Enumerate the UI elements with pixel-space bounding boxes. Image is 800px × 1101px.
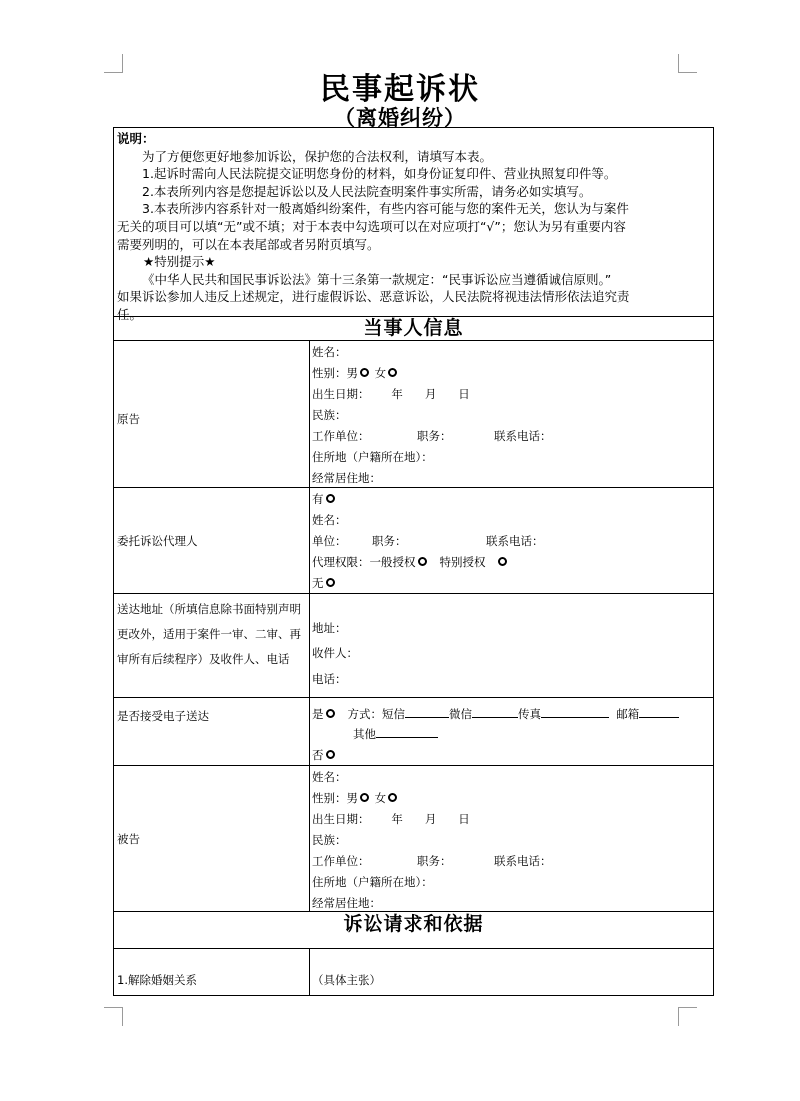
plaintiff-birth-field[interactable]: 出生日期： 年 月 日 (312, 387, 470, 401)
electronic-no-option[interactable] (312, 745, 337, 765)
plaintiff-row (114, 341, 713, 488)
radio-agent-no[interactable] (326, 578, 335, 587)
plaintiff-residence-field[interactable]: 经常居住地： (312, 471, 381, 485)
service-phone-field[interactable]: 电话： (312, 672, 347, 686)
agent-yes-label: 有 (312, 492, 324, 506)
defendant-work-field[interactable] (312, 851, 552, 871)
radio-general-auth[interactable] (418, 557, 427, 566)
authority-label: 代理权限：一般授权 (312, 555, 416, 569)
claim-1-label: 1.解除婚姻关系 (117, 973, 197, 987)
email-blank[interactable] (639, 705, 679, 718)
claim-1-field[interactable]: （具体主张） (312, 973, 381, 987)
defendant-female-label: 女 (374, 791, 387, 805)
instructions-intro: 为了方便您更好地参加诉讼，保护您的合法权利，请填写本表。 (142, 148, 493, 164)
other-blank[interactable] (376, 725, 438, 738)
defendant-label: 被告 (117, 832, 140, 846)
radio-defendant-female[interactable] (388, 793, 397, 802)
position-label: 职务： (417, 429, 452, 443)
radio-defendant-male[interactable] (360, 793, 369, 802)
defendant-birth-field[interactable]: 出生日期： 年 月 日 (312, 812, 470, 826)
instructions-item-3-end: 需要列明的，可以在本表尾部或者另附页填写。 (117, 236, 380, 252)
fax-blank[interactable] (541, 705, 609, 718)
agent-unit-field[interactable] (312, 531, 544, 551)
radio-electronic-no[interactable] (326, 750, 335, 759)
parties-section-header (114, 317, 713, 341)
law-warning-end: 任。 (117, 306, 143, 322)
service-address-row (114, 594, 713, 698)
instructions-item-1: 1.起诉时需向人民法院提交证明您身份的材料，如身份证复印件、营业执照复印件等。 (142, 166, 617, 182)
electronic-service-row (114, 698, 713, 766)
service-recipient-field[interactable]: 收件人： (312, 646, 358, 660)
document-subtitle: （离婚纠纷） (334, 106, 466, 130)
defendant-position-label: 职务： (417, 854, 452, 868)
agent-name-field[interactable]: 姓名： (312, 513, 347, 527)
electronic-service-label: 是否接受电子送达 (117, 709, 209, 723)
plaintiff-name-field[interactable]: 姓名： (312, 345, 347, 359)
radio-male[interactable] (360, 368, 369, 377)
work-unit-label: 工作单位： (312, 429, 370, 443)
claims-section-title: 诉讼请求和依据 (343, 913, 484, 935)
sms-blank[interactable] (405, 705, 449, 718)
instructions-item-3-cont: 无关的项目可以填“无”或不填；对于本表中勾选项可以在对应项打“√”；您认为另有重要内容 (117, 218, 626, 234)
claims-section-header (114, 912, 713, 949)
agent-authority-field[interactable] (312, 552, 509, 572)
crop-mark-bottom-left (104, 1007, 123, 1026)
agent-no-option[interactable] (312, 573, 337, 593)
document-title: 民事起诉状 (320, 72, 480, 107)
service-address-field[interactable]: 地址： (312, 621, 347, 635)
crop-mark-bottom-right (678, 1007, 697, 1026)
gender-label: 性别：男 (312, 366, 358, 380)
defendant-gender-label: 性别：男 (312, 791, 358, 805)
electronic-other-option[interactable] (353, 724, 438, 744)
radio-female[interactable] (388, 368, 397, 377)
agent-label: 委托诉讼代理人 (117, 534, 198, 548)
agent-phone-label: 联系电话： (486, 534, 544, 548)
agent-position-label: 职务： (372, 534, 407, 548)
defendant-gender-field[interactable] (312, 788, 399, 808)
phone-label: 联系电话： (494, 429, 552, 443)
plaintiff-ethnicity-field[interactable]: 民族： (312, 408, 347, 422)
agent-no-label: 无 (312, 576, 324, 590)
agent-row (114, 488, 713, 594)
parties-section-title: 当事人信息 (363, 317, 464, 339)
defendant-name-field[interactable]: 姓名： (312, 770, 347, 784)
instructions-heading: 说明： (117, 131, 155, 146)
method-wechat-label: 微信 (448, 707, 472, 721)
defendant-residence-field[interactable]: 经常居住地： (312, 896, 381, 910)
defendant-row (114, 766, 713, 912)
wechat-blank[interactable] (472, 705, 518, 718)
form-table (113, 127, 714, 996)
defendant-work-label: 工作单位： (312, 854, 370, 868)
defendant-domicile-field[interactable]: 住所地（户籍所在地）： (312, 875, 433, 889)
agent-yes-option[interactable] (312, 489, 337, 509)
law-citation: 《中华人民共和国民事诉讼法》第十三条第一款规定：“民事诉讼应当遵循诚信原则。” (142, 271, 612, 287)
service-address-label: 送达地址（所填信息除书面特别声明更改外，适用于案件一审、二审、再审所有后续程序）及收件人、电话 (117, 602, 301, 666)
radio-special-auth[interactable] (498, 557, 507, 566)
defendant-phone-label: 联系电话： (494, 854, 552, 868)
method-email-label: 邮箱 (616, 707, 640, 721)
claim-1-row (114, 949, 713, 995)
agent-unit-label: 单位： (312, 534, 347, 548)
method-other-label: 其他 (353, 727, 376, 741)
defendant-ethnicity-field[interactable]: 民族： (312, 833, 347, 847)
electronic-yes-label: 是 (312, 707, 324, 721)
radio-electronic-yes[interactable] (326, 709, 335, 718)
method-sms-label: 方式：短信 (347, 707, 405, 721)
instructions-section (114, 128, 713, 322)
plaintiff-work-field[interactable] (312, 426, 552, 446)
electronic-yes-option[interactable] (312, 704, 679, 724)
instructions-item-2: 2.本表所列内容是您提起诉讼以及人民法院查明案件事实所需，请务必如实填写。 (142, 183, 592, 199)
special-notice-heading: ★特别提示★ (143, 254, 216, 270)
electronic-no-label: 否 (312, 748, 324, 762)
radio-agent-yes[interactable] (326, 494, 335, 503)
method-fax-label: 传真 (517, 707, 541, 721)
plaintiff-gender-field[interactable] (312, 363, 399, 383)
special-auth-label: 特别授权 (439, 555, 486, 569)
gender-female-label: 女 (374, 366, 387, 380)
plaintiff-label: 原告 (117, 412, 140, 426)
plaintiff-domicile-field[interactable]: 住所地（户籍所在地）： (312, 450, 433, 464)
instructions-item-3: 3.本表所涉内容系针对一般离婚纠纷案件，有些内容可能与您的案件无关，您认为与案件 (142, 201, 629, 217)
law-warning: 如果诉讼参加人违反上述规定，进行虚假诉讼、恶意诉讼，人民法院将视违法情形依法追究责 (117, 289, 630, 305)
